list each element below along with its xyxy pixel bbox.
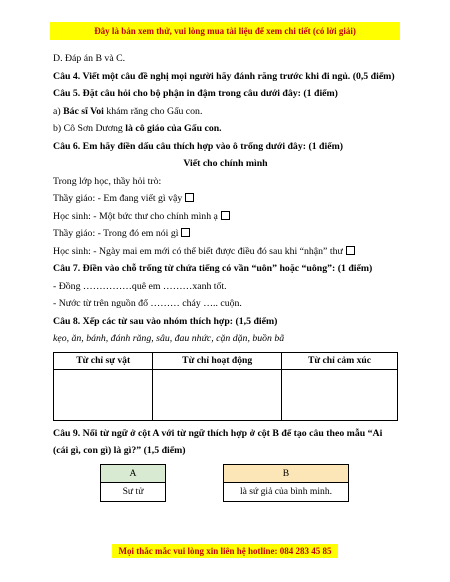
matching-area bbox=[53, 464, 398, 504]
word-sort-table bbox=[53, 352, 398, 421]
question-7-line-1: - Đồng ……………quê em ………xanh tốt. bbox=[53, 280, 227, 292]
preview-banner: Đây là bản xem thử, vui lòng mua tài liệu để xem chi tiết (có lời giải) bbox=[50, 22, 400, 40]
column-a-header: A bbox=[101, 465, 165, 483]
q5a-rest: khám răng cho Gấu con. bbox=[103, 105, 203, 117]
question-8-words: kẹo, ăn, bánh, đánh răng, sâu, đau nhức, cặn dặn, buồn bã bbox=[53, 333, 285, 344]
header-things: Từ chỉ sự vật bbox=[54, 352, 153, 369]
document-body bbox=[53, 50, 398, 504]
q5a-bold: Bác sĩ Voi bbox=[63, 105, 104, 117]
answer-cell-things[interactable] bbox=[54, 369, 153, 420]
column-a bbox=[100, 464, 166, 502]
question-6: Câu 6. Em hãy điền dấu câu thích hợp vào ô trống dưới đây: (1 điểm) bbox=[53, 140, 343, 152]
question-4: Câu 4. Viết một câu đề nghị mọi người hãy đánh răng trước khi đi ngủ. (0,5 điểm) bbox=[53, 70, 395, 82]
story-line-4 bbox=[53, 225, 398, 243]
story-title: Viết cho chính mình bbox=[183, 158, 268, 169]
question-7-line-2: - Nước từ trên nguồn đổ ……… cháy ….. cuộn. bbox=[53, 298, 242, 309]
question-8: Câu 8. Xếp các từ sau vào nhóm thích hợp: (1,5 điểm) bbox=[53, 315, 278, 327]
story-line-2 bbox=[53, 190, 398, 208]
story-line-1: Trong lớp học, thầy hỏi trò: bbox=[53, 175, 162, 187]
answer-box[interactable] bbox=[181, 228, 190, 237]
story-line-5 bbox=[53, 243, 398, 261]
table-answer-row bbox=[54, 369, 398, 420]
answer-cell-actions[interactable] bbox=[153, 369, 282, 420]
header-emotions: Từ chỉ cảm xúc bbox=[281, 352, 397, 369]
column-b bbox=[223, 464, 349, 502]
answer-box[interactable] bbox=[221, 211, 230, 220]
hotline-footer: Mọi thắc mắc vui lòng xin liên hệ hotline: 084 283 45 85 bbox=[112, 544, 338, 558]
q5a-prefix: a) bbox=[53, 105, 64, 117]
story-line-5-text: Học sinh: - Ngày mai em mới có thể biết được điều đó sau khi “nhận” thư bbox=[53, 245, 343, 257]
story-line-3-text: Học sinh: - Một bức thư cho chính mình ạ bbox=[53, 210, 218, 222]
column-b-header: B bbox=[224, 465, 348, 483]
question-7: Câu 7. Điền vào chỗ trống từ chứa tiếng có vần “uôn” hoặc “uông”: (1 điểm) bbox=[53, 263, 373, 274]
question-5b bbox=[53, 120, 398, 138]
story-line-4-text: Thầy giáo: - Trong đó em nói gì bbox=[53, 228, 179, 239]
q5b-bold: là cô giáo của Gấu con. bbox=[125, 123, 222, 134]
answer-box[interactable] bbox=[346, 246, 355, 255]
story-line-2-text: Thầy giáo: - Em đang viết gì vậy bbox=[53, 193, 183, 204]
column-b-item[interactable]: là sứ giả của bình minh. bbox=[239, 485, 333, 497]
question-5a bbox=[53, 103, 398, 121]
option-d: D. Đáp án B và C. bbox=[53, 53, 126, 64]
q5b-prefix: b) Cô Sơn Dương bbox=[53, 123, 126, 134]
question-9: Câu 9. Nối từ ngữ ở cột A với từ ngữ thích hợp ở cột B để tạo câu theo mẫu “Ai (cái gì, con gì) là gì?” (1,5 điểm) bbox=[53, 427, 383, 456]
column-a-item[interactable]: Sư tử bbox=[122, 485, 144, 497]
header-actions: Từ chỉ hoạt động bbox=[153, 352, 282, 369]
question-5: Câu 5. Đặt câu hỏi cho bộ phận in đậm trong câu dưới đây: (1 điểm) bbox=[53, 88, 338, 99]
table-header-row bbox=[54, 352, 398, 369]
answer-box[interactable] bbox=[185, 193, 194, 202]
answer-cell-emotions[interactable] bbox=[281, 369, 397, 420]
story-line-3 bbox=[53, 208, 398, 226]
